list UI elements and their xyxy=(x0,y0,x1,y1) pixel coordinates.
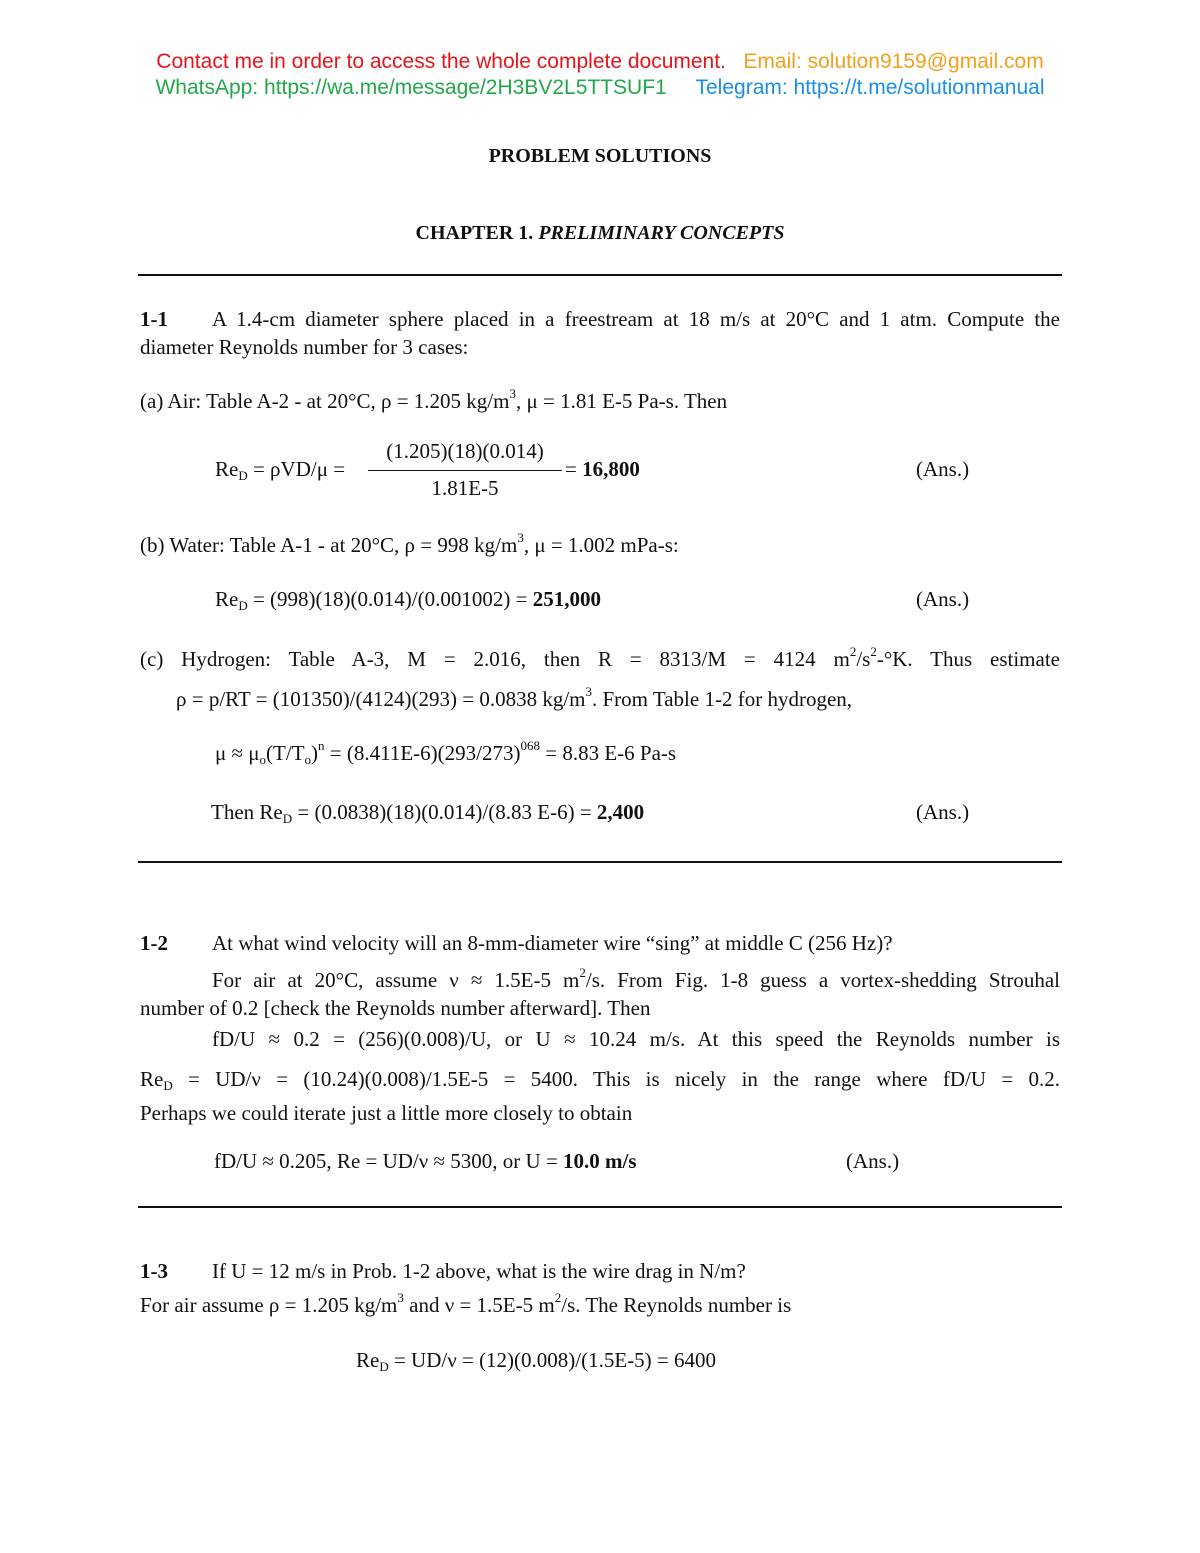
subscript: D xyxy=(282,811,293,826)
fraction-numerator: (1.205)(18)(0.014) xyxy=(386,439,544,463)
superscript: 3 xyxy=(517,530,524,545)
page-title: PROBLEM SOLUTIONS xyxy=(488,145,712,167)
text: Re xyxy=(215,587,239,611)
reynolds-equation xyxy=(356,1348,716,1373)
text: /s xyxy=(856,647,871,671)
text: Re xyxy=(356,1348,380,1372)
case-a-intro xyxy=(140,388,1060,414)
solution-line: fD/U ≈ 0.2 = (256)(0.008)/U, or U ≈ 10.24 m/s. At this speed the Reynolds number is xyxy=(212,1027,1060,1051)
final-equation xyxy=(214,1149,637,1174)
result-value: 16,800 xyxy=(582,457,640,481)
superscript: 3 xyxy=(585,684,592,699)
text: (c) Hydrogen: Table A-3, M = 2.016, then R = 8313/M = 4124 m xyxy=(140,647,850,671)
text: = UD/ν = (12)(0.008)/(1.5E-5) = 6400 xyxy=(388,1348,717,1372)
divider xyxy=(138,861,1062,863)
contact-text: Contact me in order to access the whole complete document. xyxy=(156,50,726,73)
subscript: D xyxy=(238,598,248,613)
superscript: 068 xyxy=(520,738,540,753)
superscript: 3 xyxy=(397,1290,404,1305)
text: ρ = p/RT = (101350)/(4124)(293) = 0.0838 kg/m xyxy=(176,687,586,711)
answer-label: (Ans.) xyxy=(916,800,970,824)
problem-number: 1-2 xyxy=(140,931,168,955)
subscript: D xyxy=(379,1359,389,1374)
text: = UD/ν = (10.24)(0.008)/1.5E-5 = 5400. This is nicely in the range where fD/U = 0.2. xyxy=(172,1067,1060,1091)
statement-text: If U = 12 m/s in Prob. 1-2 above, what is the wire drag in N/m? xyxy=(212,1259,746,1283)
case-c-line1 xyxy=(140,646,1060,672)
superscript: 2 xyxy=(554,1290,562,1305)
social-line xyxy=(0,76,1200,100)
chapter-name: PRELIMINARY CONCEPTS xyxy=(538,222,785,244)
case-c-viscosity xyxy=(215,738,677,767)
chapter-prefix: CHAPTER 1. xyxy=(415,222,534,244)
text: -°K. Thus estimate xyxy=(876,647,1060,671)
problem-1-2-statement xyxy=(140,930,1060,956)
text: Re xyxy=(215,457,239,481)
whatsapp-link[interactable]: WhatsApp: https://wa.me/message/2H3BV2L5TTSUF1 xyxy=(155,76,667,99)
chapter-heading xyxy=(0,222,1200,245)
text: = xyxy=(565,457,577,481)
text: /s. From Fig. 1-8 guess a vortex-shedding Strouhal xyxy=(585,968,1060,992)
case-c-equation xyxy=(211,800,644,825)
text: = (998)(18)(0.014)/(0.001002) = xyxy=(247,587,533,611)
case-a-lhs xyxy=(215,457,345,482)
result-value: 2,400 xyxy=(596,800,645,824)
superscript: 2 xyxy=(870,644,877,659)
text: = (0.0838)(18)(0.014)/(8.83 E-6) = xyxy=(292,800,597,824)
text: ) xyxy=(311,741,319,765)
text: = ρVD/μ = xyxy=(247,457,346,481)
statement-text: A 1.4-cm diameter sphere placed in a freestream at 18 m/s at 20°C and 1 atm. Compute the xyxy=(212,307,1060,331)
problem-1-1-statement xyxy=(140,306,1060,332)
problem-1-3-statement xyxy=(140,1258,1060,1284)
divider xyxy=(138,1206,1062,1208)
case-a-result xyxy=(565,457,640,482)
text: . From Table 1-2 for hydrogen, xyxy=(592,687,853,711)
text: and ν = 1.5E-5 m xyxy=(403,1293,555,1317)
answer-label: (Ans.) xyxy=(916,457,970,481)
contact-line xyxy=(0,50,1200,74)
text: (a) Air: Table A-2 - at 20°C, ρ = 1.205 kg/m xyxy=(140,389,510,413)
text: (T/T xyxy=(266,741,305,765)
solution-line xyxy=(140,1292,1060,1318)
superscript: 3 xyxy=(509,386,516,401)
superscript: 2 xyxy=(849,644,857,659)
fraction-bar xyxy=(368,470,562,471)
text: /s. The Reynolds number is xyxy=(561,1293,792,1317)
divider xyxy=(138,274,1062,276)
text: = (8.411E-6)(293/273) xyxy=(324,741,521,765)
text: fD/U ≈ 0.205, Re = UD/ν ≈ 5300, or U = xyxy=(214,1149,564,1173)
result-value: 251,000 xyxy=(532,587,601,611)
text: For air assume ρ = 1.205 kg/m xyxy=(140,1293,398,1317)
subscript: o xyxy=(259,752,267,767)
text: (b) Water: Table A-1 - at 20°C, ρ = 998 kg/m xyxy=(140,533,518,557)
superscript: n xyxy=(318,738,325,753)
solution-line xyxy=(212,967,1060,993)
case-c-line2 xyxy=(176,686,1096,712)
subscript: D xyxy=(238,468,248,483)
solution-line: Perhaps we could iterate just a little more closely to obtain xyxy=(140,1101,633,1125)
problem-number: 1-3 xyxy=(140,1259,168,1283)
text: μ ≈ μ xyxy=(215,741,260,765)
superscript: 2 xyxy=(579,965,586,980)
text: Re xyxy=(140,1067,164,1091)
answer-label: (Ans.) xyxy=(846,1149,900,1173)
subscript: o xyxy=(304,752,312,767)
text: , μ = 1.002 mPa-s: xyxy=(523,533,679,557)
statement-text: At what wind velocity will an 8-mm-diameter wire “sing” at middle C (256 Hz)? xyxy=(212,931,893,955)
solution-line: number of 0.2 [check the Reynolds number afterward]. Then xyxy=(140,996,651,1020)
case-b-equation xyxy=(215,587,601,612)
fraction-denominator: 1.81E-5 xyxy=(431,476,499,500)
email-link[interactable]: Email: solution9159@gmail.com xyxy=(743,50,1044,73)
text: , μ = 1.81 E-5 Pa-s. Then xyxy=(515,389,728,413)
text: Then Re xyxy=(211,800,283,824)
solution-line xyxy=(140,1066,1060,1092)
answer-label: (Ans.) xyxy=(916,587,970,611)
text: For air at 20°C, assume ν ≈ 1.5E-5 m xyxy=(212,968,580,992)
telegram-link[interactable]: Telegram: https://t.me/solutionmanual xyxy=(695,76,1045,99)
text: = 8.83 E-6 Pa-s xyxy=(539,741,677,765)
statement-text: diameter Reynolds number for 3 cases: xyxy=(140,335,469,359)
problem-number: 1-1 xyxy=(140,307,168,331)
result-value: 10.0 m/s xyxy=(563,1149,637,1173)
case-b-intro xyxy=(140,532,1060,558)
subscript: D xyxy=(163,1078,173,1093)
